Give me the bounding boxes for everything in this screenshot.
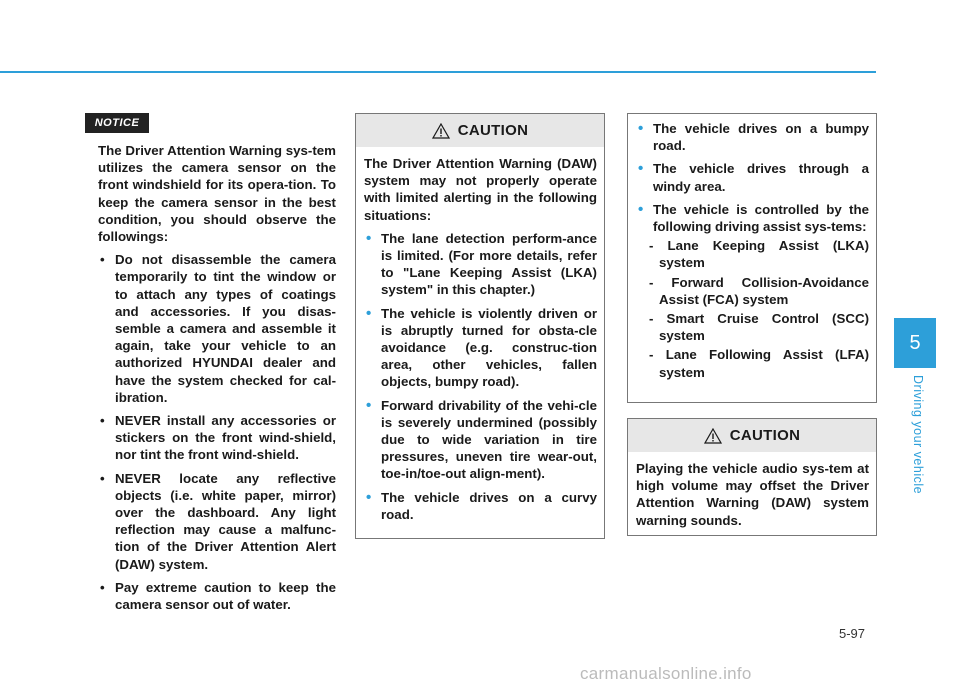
notice-section (98, 142, 336, 613)
list-item: • The vehicle drives on a curvy road. (366, 488, 597, 522)
list-item: • NEVER locate any reflective objects (i.e. white paper, mirror) over the dashboard. Any light reflection may cause a malfunc-tion of the Driver Attention Alert (DAW) system. (100, 470, 336, 572)
bullet-icon: • (638, 120, 644, 137)
header-rule (0, 71, 876, 73)
notice-intro: The Driver Attention Warning sys-tem utilizes the camera sensor on the front windshield for its opera-tion. To keep the camera sensor in the best condition, you should observe the followings: (98, 143, 336, 245)
bullet-icon: • (366, 488, 372, 506)
caution-box-continued (627, 113, 877, 403)
caution-header (628, 419, 876, 452)
chapter-number-tab: 5 (894, 318, 936, 368)
bullet-icon: • (366, 304, 372, 322)
list-item: • The lane detection perform-ance is limited. (For more details, refer to "Lane Keeping Assist (LKA) system" in this chapter.) (366, 229, 597, 298)
system-item: - Forward Collision-Avoidance Assist (FCA) system (649, 274, 869, 307)
bullet-icon: • (100, 252, 105, 268)
system-item: - Lane Following Assist (LFA) system (649, 347, 869, 380)
caution-body (628, 452, 876, 535)
caution-body (356, 147, 604, 529)
list-item: • The vehicle is violently driven or is abruptly turned for obsta-cle avoidance (e.g. construc-tion area, other vehicles, fallen objects, bumpy road). (366, 304, 597, 390)
caution-text: Playing the vehicle audio sys-tem at high volume may offset the Driver Attention Warning (DAW) system warning sounds. (636, 461, 869, 528)
caution-box-audio (627, 418, 877, 536)
list-item: • NEVER install any accessories or stickers on the front wind-shield, nor tint the front wind-shield. (100, 413, 336, 463)
watermark: carmanualsonline.info (580, 664, 752, 683)
warning-triangle-icon (432, 123, 450, 139)
caution-title: CAUTION (457, 122, 529, 139)
list-item: • Forward drivability of the vehi-cle is severely undermined (possibly due to wide variation in tire pressures, uneven tire wear-out, toe-in/toe-out align-ment). (366, 396, 597, 482)
list-item: • Pay extreme caution to keep the camera sensor out of water. (100, 579, 336, 613)
chapter-title: Driving your vehicle (911, 375, 925, 495)
notice-badge: NOTICE (85, 113, 149, 133)
caution-title: CAUTION (729, 427, 801, 444)
caution-intro: The Driver Attention Warning (DAW) system may not properly operate with limited alerting in the following situations: (364, 156, 597, 223)
system-item: - Smart Cruise Control (SCC) system (649, 311, 869, 344)
bullet-icon: • (638, 200, 644, 218)
continued-body (628, 120, 876, 387)
bullet-icon: • (100, 579, 105, 595)
system-item: - Lane Keeping Assist (LKA) system (649, 238, 869, 271)
list-item: • Do not disassemble the camera temporarily to tint the window or to attach any types of coatings and accessories. If you disas-semble a camera and assemble it again, take your vehicle to an authorized HYUNDAI dealer and have the system checked for cal-ibration. (100, 252, 336, 405)
list-item: • The vehicle is controlled by the following driving assist sys-tems: (638, 200, 869, 235)
bullet-icon: • (638, 160, 644, 178)
bullet-icon: • (100, 470, 105, 486)
page-number: 5-97 (839, 626, 866, 641)
caution-header (356, 114, 604, 147)
bullet-icon: • (366, 229, 372, 247)
list-item: • The vehicle drives on a bumpy road. (638, 120, 869, 154)
list-item: • The vehicle drives through a windy area. (638, 160, 869, 194)
bullet-icon: • (366, 396, 372, 414)
caution-box-limitations (355, 113, 605, 539)
warning-triangle-icon (704, 428, 722, 444)
bullet-icon: • (100, 413, 105, 429)
